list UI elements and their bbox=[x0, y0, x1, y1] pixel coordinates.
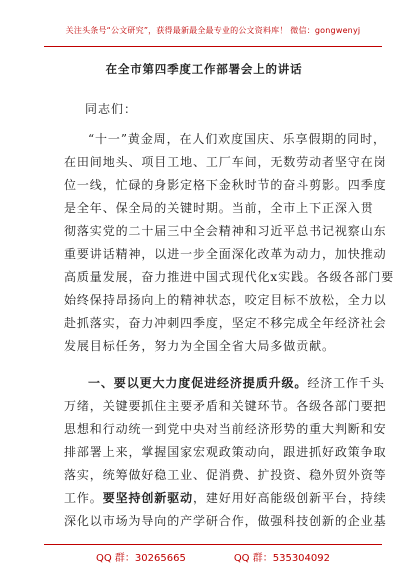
document-body bbox=[64, 128, 395, 533]
paragraph-line: “十一”黄金周，在人们欢度国庆、乐享假期的同时， bbox=[88, 132, 386, 146]
footer-banner bbox=[44, 544, 382, 565]
footer-qq-group-2: QQ 群：535304092 bbox=[233, 553, 330, 564]
section-text: 工作。 bbox=[64, 491, 103, 505]
paragraph-line: 发展目标任务，努力为全国全省大局多做贡献。 bbox=[64, 339, 335, 353]
paragraph-line: 彻落实党的二十届三中全会精神和习近平总书记视察山东 bbox=[64, 224, 387, 238]
footer-contact bbox=[44, 549, 382, 564]
paragraph-line: 落实，统筹做好稳工业、促消费、扩投资、稳外贸外资等 bbox=[64, 468, 387, 482]
paragraph-line: 在田间地头、项目工地、工厂车间，无数劳动者坚守在岗 bbox=[64, 155, 387, 169]
paragraph-line: 万绪，关键要抓住主要矛盾和关键环节。各级各部门要把 bbox=[64, 399, 387, 413]
paragraph-line: 思想和行动统一到党中央对当前经济形势的重大判断和安 bbox=[64, 422, 387, 436]
section-heading-line bbox=[64, 372, 385, 395]
paragraph-line: 位一线，忙碌的身影定格下金秋时节的奋斗剪影。四季度 bbox=[64, 178, 387, 192]
footer-qq-group-1: QQ 群：30265665 bbox=[95, 553, 186, 564]
paragraph-line: 始终保持昂扬向上的精神状态，咬定目标不放松，全力以 bbox=[64, 293, 387, 307]
paragraph-line: 赴抓落实，奋力冲刺四季度，坚定不移完成全年经济社会 bbox=[64, 316, 387, 330]
section-heading: 一、要以更大力度促进经济提质升级。 bbox=[88, 376, 308, 390]
paragraph-line-with-emphasis bbox=[64, 487, 387, 510]
paragraph-line: 排部署上来，掌握国家宏观政策动向，跟进抓好政策争取 bbox=[64, 445, 387, 459]
section-text: 经济工作千头 bbox=[307, 376, 385, 390]
header-banner bbox=[44, 16, 382, 47]
paragraph-line: 是全年、保全局的关键时期。当前，全市上下正深入贯 bbox=[64, 201, 374, 215]
section-text: ，建好用好高能级创新平台，持续 bbox=[193, 491, 387, 505]
emphasis-phrase: 要坚持创新驱动 bbox=[102, 491, 194, 505]
document-title: 在全市第四季度工作部署会上的讲话 bbox=[105, 62, 303, 76]
paragraph-line: 重要讲话精神，以进一步全面深化改革为动力，加快推动 bbox=[64, 247, 387, 261]
header-promo-text: 关注头条号“公文研究”，获得最新最全最专业的公文资料库！ 微信：gongwenyj bbox=[65, 26, 361, 35]
paragraph-gap bbox=[64, 358, 360, 372]
paragraph-line: 深化以市场为导向的产学研合作，做强科技创新的企业基 bbox=[64, 514, 387, 528]
paragraph-line: 高质量发展，奋力推进中国式现代化x实践。各级各部门要 bbox=[64, 270, 395, 284]
salutation: 同志们： bbox=[85, 102, 138, 116]
